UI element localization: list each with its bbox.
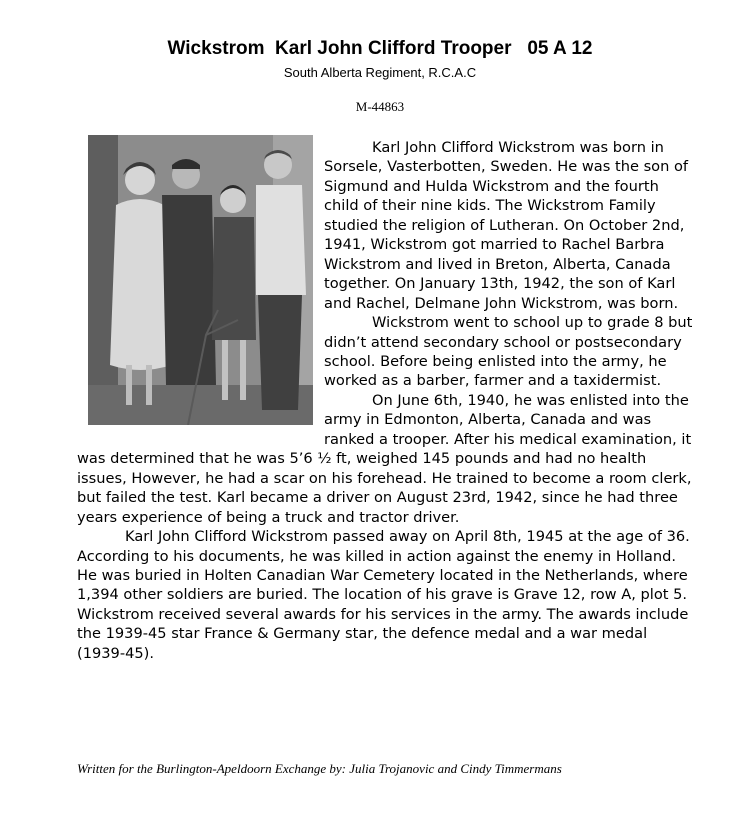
page-title: Wickstrom Karl John Clifford Trooper 05 A 12: [167, 38, 593, 59]
author-credit: Written for the Burlington-Apeldoorn Exchange by: Julia Trojanovic and Cindy Timmermans: [77, 761, 562, 776]
bio-paragraph-4: Karl John Clifford Wickstrom passed away on April 8th, 1945 at the age of 36. According to his documents, he was killed in action against the enemy in Holland. He was buried in Holten Canadian War Cemetery located in the Netherlands, where 1,394 other soldiers are buried. The location of his grave is Grave 12, row A, plot 5. Wickstrom received several awards for his services in the army. The awards include the 1939-45 star France & Germany star, the defence medal and a war medal (1939-45).: [77, 528, 690, 662]
bio-paragraph-1: Karl John Clifford Wickstrom was born in Sorsele, Vasterbotten, Sweden. He was the son of Sigmund and Hulda Wickstrom and the fourth child of their nine kids. The Wickstrom Family studied the religion of Lutheran. On October 2nd, 1941, Wickstrom got married to Rachel Barbra Wickstrom and lived in Breton, Alberta, Canada together. On January 13th, 1942, the son of Karl and Rachel, Delmane John Wickstrom, was born.: [324, 139, 689, 312]
bio-paragraph-2: Wickstrom went to school up to grade 8 but didn’t attend secondary school or postsecondary school. Before being enlisted into the army, he worked as a barber, farmer and a taxidermist.: [324, 314, 693, 390]
biography-text: [77, 138, 693, 663]
service-number: M-44863: [355, 99, 405, 114]
regiment-subtitle: South Alberta Regiment, R.C.A.C: [283, 65, 477, 80]
bio-paragraph-3: On June 6th, 1940, he was enlisted into the army in Edmonton, Alberta, Canada and was ranked a trooper. After his medical examination, it was determined that he was 5’6 ½ ft, weighed 145 pounds and had no health issues, However, he had a scar on his forehead. He trained to become a room clerk, but failed the test. Karl became a driver on August 23rd, 1942, since he had three years experience of being a truck and tractor driver.: [77, 391, 692, 526]
